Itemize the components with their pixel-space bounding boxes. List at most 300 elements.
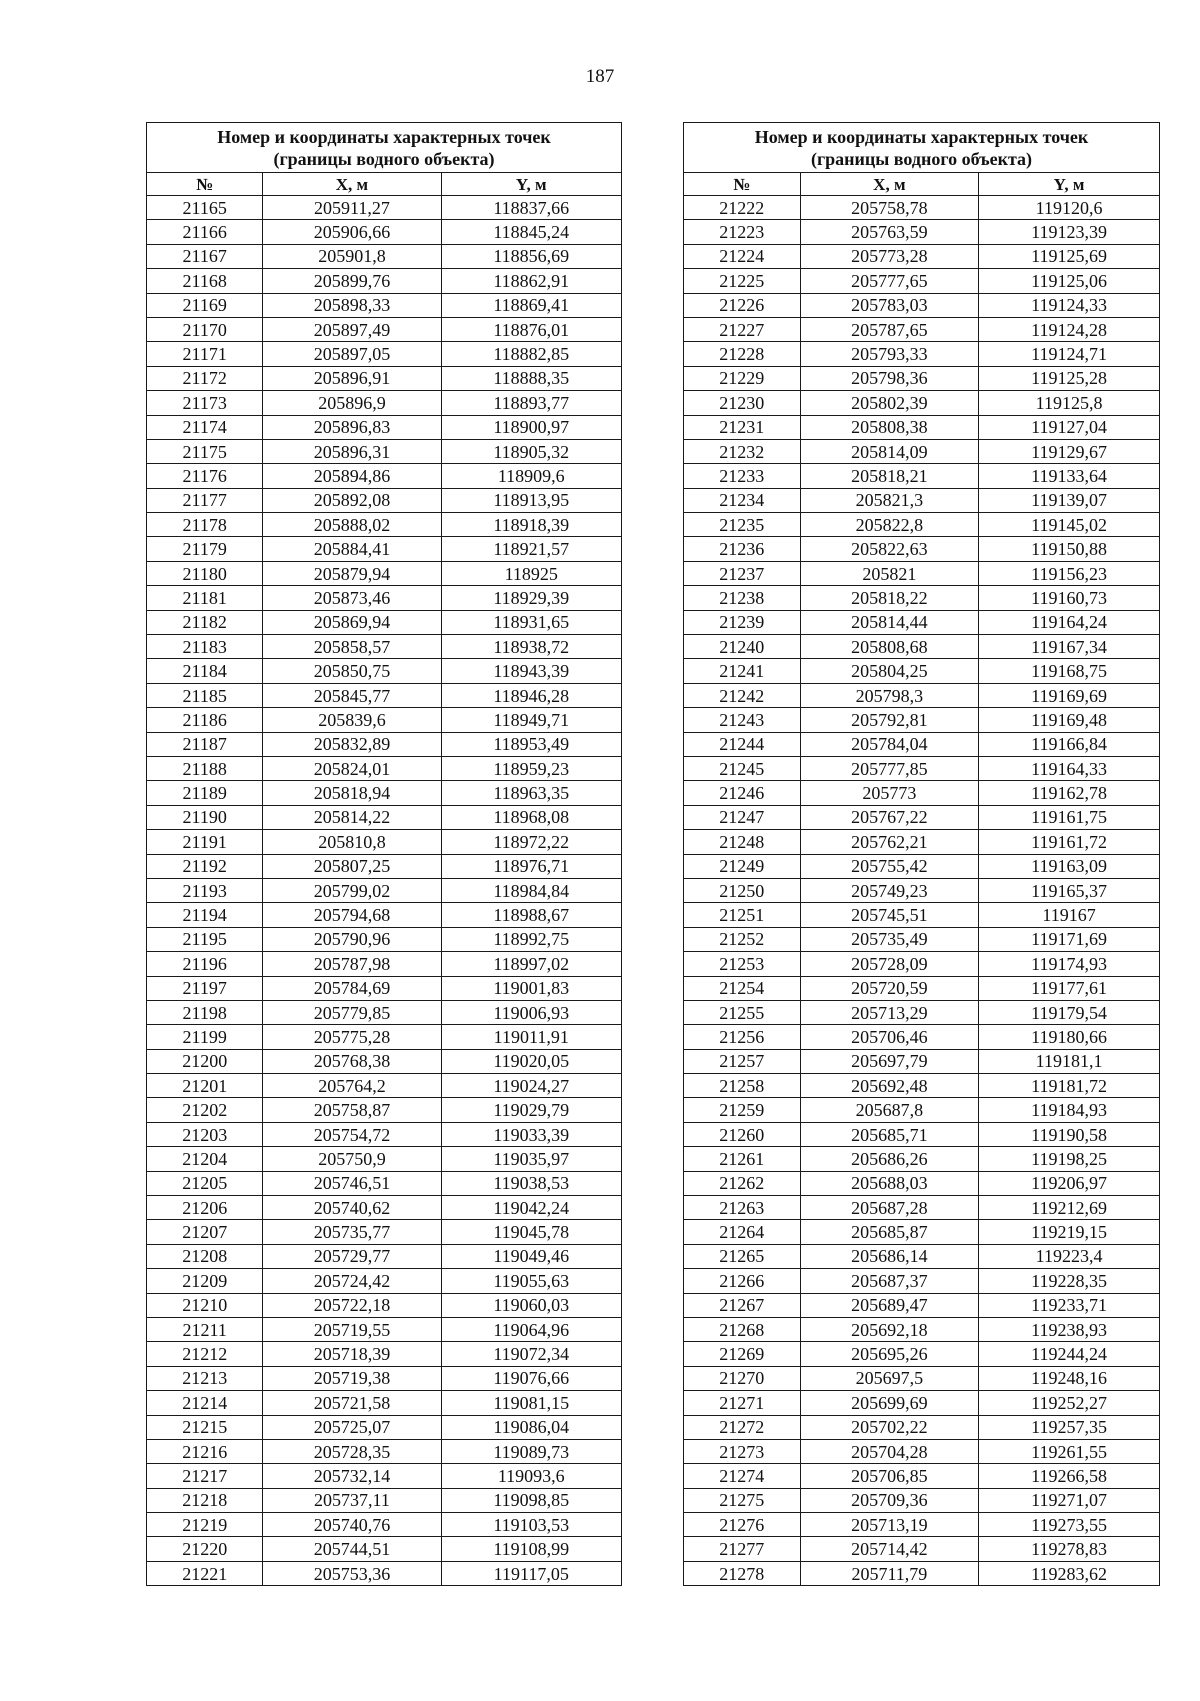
point-number-cell: 21210 xyxy=(147,1293,263,1317)
y-coordinate-cell: 119133,64 xyxy=(979,464,1160,488)
y-coordinate-cell: 119001,83 xyxy=(441,976,622,1000)
table-row xyxy=(147,196,622,220)
point-number-cell: 21184 xyxy=(147,659,263,683)
table-row xyxy=(147,708,622,732)
y-coordinate-cell: 119125,8 xyxy=(979,391,1160,415)
table-row xyxy=(684,586,1160,610)
x-coordinate-cell: 205719,38 xyxy=(263,1366,441,1390)
table-row xyxy=(147,1098,622,1122)
table-row xyxy=(684,561,1160,585)
point-number-cell: 21224 xyxy=(684,244,801,268)
point-number-cell: 21211 xyxy=(147,1317,263,1341)
point-number-cell: 21178 xyxy=(147,513,263,537)
y-coordinate-cell: 119164,24 xyxy=(979,610,1160,634)
y-coordinate-cell: 119248,16 xyxy=(979,1366,1160,1390)
y-coordinate-cell: 119233,71 xyxy=(979,1293,1160,1317)
x-coordinate-cell: 205744,51 xyxy=(263,1537,441,1561)
point-number-cell: 21270 xyxy=(684,1366,801,1390)
point-number-cell: 21235 xyxy=(684,513,801,537)
x-coordinate-cell: 205754,72 xyxy=(263,1122,441,1146)
x-coordinate-cell: 205832,89 xyxy=(263,732,441,756)
x-coordinate-cell: 205898,33 xyxy=(263,293,441,317)
coordinates-table-right xyxy=(683,122,1160,1586)
x-coordinate-cell: 205740,76 xyxy=(263,1513,441,1537)
y-coordinate-cell: 119171,69 xyxy=(979,927,1160,951)
table-row xyxy=(684,708,1160,732)
table-row xyxy=(147,537,622,561)
table-title-line2: (границы водного объекта) xyxy=(273,148,495,169)
x-coordinate-cell: 205897,05 xyxy=(263,342,441,366)
point-number-cell: 21169 xyxy=(147,293,263,317)
point-number-cell: 21246 xyxy=(684,781,801,805)
x-coordinate-cell: 205732,14 xyxy=(263,1464,441,1488)
point-number-cell: 21219 xyxy=(147,1513,263,1537)
x-coordinate-cell: 205821,3 xyxy=(800,488,979,512)
point-number-cell: 21171 xyxy=(147,342,263,366)
table-row xyxy=(684,1147,1160,1171)
y-coordinate-cell: 119179,54 xyxy=(979,1000,1160,1024)
y-coordinate-cell: 119161,75 xyxy=(979,805,1160,829)
point-number-cell: 21260 xyxy=(684,1122,801,1146)
x-coordinate-cell: 205894,86 xyxy=(263,464,441,488)
y-coordinate-cell: 119117,05 xyxy=(441,1561,622,1585)
x-coordinate-cell: 205695,26 xyxy=(800,1342,979,1366)
point-number-cell: 21199 xyxy=(147,1025,263,1049)
point-number-cell: 21170 xyxy=(147,317,263,341)
x-coordinate-cell: 205821 xyxy=(800,561,979,585)
table-row xyxy=(684,391,1160,415)
point-number-cell: 21213 xyxy=(147,1366,263,1390)
point-number-cell: 21204 xyxy=(147,1147,263,1171)
y-coordinate-cell: 119238,93 xyxy=(979,1317,1160,1341)
table-row xyxy=(147,317,622,341)
table-row xyxy=(147,659,622,683)
x-coordinate-cell: 205899,76 xyxy=(263,269,441,293)
y-coordinate-cell: 119139,07 xyxy=(979,488,1160,512)
y-coordinate-cell: 118953,49 xyxy=(441,732,622,756)
point-number-cell: 21251 xyxy=(684,903,801,927)
x-coordinate-cell: 205784,69 xyxy=(263,976,441,1000)
y-coordinate-cell: 119161,72 xyxy=(979,830,1160,854)
y-coordinate-cell: 118946,28 xyxy=(441,683,622,707)
x-coordinate-cell: 205687,37 xyxy=(800,1269,979,1293)
table-row xyxy=(684,269,1160,293)
point-number-cell: 21264 xyxy=(684,1220,801,1244)
point-number-cell: 21227 xyxy=(684,317,801,341)
y-coordinate-cell: 118959,23 xyxy=(441,756,622,780)
y-coordinate-cell: 118972,22 xyxy=(441,830,622,854)
table-row xyxy=(147,878,622,902)
y-coordinate-cell: 119167 xyxy=(979,903,1160,927)
point-number-cell: 21244 xyxy=(684,732,801,756)
x-coordinate-cell: 205777,85 xyxy=(800,756,979,780)
x-coordinate-cell: 205724,42 xyxy=(263,1269,441,1293)
table-row xyxy=(147,830,622,854)
y-coordinate-cell: 119167,34 xyxy=(979,635,1160,659)
table-row xyxy=(684,659,1160,683)
point-number-cell: 21247 xyxy=(684,805,801,829)
x-coordinate-cell: 205745,51 xyxy=(800,903,979,927)
point-number-cell: 21196 xyxy=(147,952,263,976)
x-coordinate-cell: 205892,08 xyxy=(263,488,441,512)
x-coordinate-cell: 205896,83 xyxy=(263,415,441,439)
table-row xyxy=(147,1171,622,1195)
y-coordinate-cell: 119190,58 xyxy=(979,1122,1160,1146)
point-number-cell: 21187 xyxy=(147,732,263,756)
table-row xyxy=(147,561,622,585)
point-number-cell: 21174 xyxy=(147,415,263,439)
y-coordinate-cell: 119169,48 xyxy=(979,708,1160,732)
x-coordinate-cell: 205814,22 xyxy=(263,805,441,829)
y-coordinate-cell: 119166,84 xyxy=(979,732,1160,756)
point-number-cell: 21276 xyxy=(684,1513,801,1537)
point-number-cell: 21255 xyxy=(684,1000,801,1024)
y-coordinate-cell: 119180,66 xyxy=(979,1025,1160,1049)
y-coordinate-cell: 118997,02 xyxy=(441,952,622,976)
y-coordinate-cell: 118882,85 xyxy=(441,342,622,366)
table-row xyxy=(684,1025,1160,1049)
point-number-cell: 21212 xyxy=(147,1342,263,1366)
x-coordinate-cell: 205787,65 xyxy=(800,317,979,341)
table-row xyxy=(147,1025,622,1049)
table-row xyxy=(684,1269,1160,1293)
x-coordinate-cell: 205749,23 xyxy=(800,878,979,902)
table-row xyxy=(147,903,622,927)
y-coordinate-cell: 119271,07 xyxy=(979,1488,1160,1512)
x-coordinate-cell: 205686,26 xyxy=(800,1147,979,1171)
table-row xyxy=(147,683,622,707)
point-number-cell: 21229 xyxy=(684,366,801,390)
table-row xyxy=(147,220,622,244)
point-number-cell: 21278 xyxy=(684,1561,801,1585)
point-number-cell: 21225 xyxy=(684,269,801,293)
table-row xyxy=(684,1074,1160,1098)
point-number-cell: 21189 xyxy=(147,781,263,805)
x-coordinate-cell: 205792,81 xyxy=(800,708,979,732)
y-coordinate-cell: 118900,97 xyxy=(441,415,622,439)
table-row xyxy=(684,244,1160,268)
table-row xyxy=(684,1122,1160,1146)
y-coordinate-cell: 119125,28 xyxy=(979,366,1160,390)
table-row xyxy=(684,1049,1160,1073)
y-coordinate-cell: 119038,53 xyxy=(441,1171,622,1195)
column-header-x: X, м xyxy=(800,173,979,196)
table-row xyxy=(147,586,622,610)
y-coordinate-cell: 118963,35 xyxy=(441,781,622,805)
table-row xyxy=(684,756,1160,780)
point-number-cell: 21257 xyxy=(684,1049,801,1073)
y-coordinate-cell: 118949,71 xyxy=(441,708,622,732)
y-coordinate-cell: 119181,72 xyxy=(979,1074,1160,1098)
table-row xyxy=(147,756,622,780)
point-number-cell: 21177 xyxy=(147,488,263,512)
table-row xyxy=(684,927,1160,951)
point-number-cell: 21262 xyxy=(684,1171,801,1195)
y-coordinate-cell: 119163,09 xyxy=(979,854,1160,878)
x-coordinate-cell: 205808,38 xyxy=(800,415,979,439)
table-title-line2: (границы водного объекта) xyxy=(810,148,1033,169)
x-coordinate-cell: 205798,36 xyxy=(800,366,979,390)
point-number-cell: 21203 xyxy=(147,1122,263,1146)
point-number-cell: 21216 xyxy=(147,1439,263,1463)
point-number-cell: 21253 xyxy=(684,952,801,976)
table-row xyxy=(147,1415,622,1439)
y-coordinate-cell: 119024,27 xyxy=(441,1074,622,1098)
table-row xyxy=(684,537,1160,561)
table-row xyxy=(684,366,1160,390)
y-coordinate-cell: 119127,04 xyxy=(979,415,1160,439)
x-coordinate-cell: 205858,57 xyxy=(263,635,441,659)
x-coordinate-cell: 205773,28 xyxy=(800,244,979,268)
point-number-cell: 21182 xyxy=(147,610,263,634)
y-coordinate-cell: 118918,39 xyxy=(441,513,622,537)
x-coordinate-cell: 205814,44 xyxy=(800,610,979,634)
point-number-cell: 21223 xyxy=(684,220,801,244)
x-coordinate-cell: 205709,36 xyxy=(800,1488,979,1512)
table-row xyxy=(684,293,1160,317)
x-coordinate-cell: 205888,02 xyxy=(263,513,441,537)
x-coordinate-cell: 205697,79 xyxy=(800,1049,979,1073)
point-number-cell: 21232 xyxy=(684,439,801,463)
table-row xyxy=(684,878,1160,902)
table-row xyxy=(147,1074,622,1098)
table-row xyxy=(147,854,622,878)
point-number-cell: 21263 xyxy=(684,1196,801,1220)
table-body xyxy=(684,196,1160,1586)
y-coordinate-cell: 118988,67 xyxy=(441,903,622,927)
y-coordinate-cell: 119184,93 xyxy=(979,1098,1160,1122)
point-number-cell: 21209 xyxy=(147,1269,263,1293)
x-coordinate-cell: 205729,77 xyxy=(263,1244,441,1268)
y-coordinate-cell: 119244,24 xyxy=(979,1342,1160,1366)
x-coordinate-cell: 205768,38 xyxy=(263,1049,441,1073)
table-row xyxy=(684,1196,1160,1220)
point-number-cell: 21183 xyxy=(147,635,263,659)
table-row xyxy=(147,1269,622,1293)
y-coordinate-cell: 118938,72 xyxy=(441,635,622,659)
table-row xyxy=(684,1464,1160,1488)
y-coordinate-cell: 119129,67 xyxy=(979,439,1160,463)
table-row xyxy=(147,1513,622,1537)
point-number-cell: 21259 xyxy=(684,1098,801,1122)
x-coordinate-cell: 205706,46 xyxy=(800,1025,979,1049)
point-number-cell: 21243 xyxy=(684,708,801,732)
x-coordinate-cell: 205804,25 xyxy=(800,659,979,683)
x-coordinate-cell: 205704,28 xyxy=(800,1439,979,1463)
x-coordinate-cell: 205687,28 xyxy=(800,1196,979,1220)
y-coordinate-cell: 119086,04 xyxy=(441,1415,622,1439)
x-coordinate-cell: 205822,8 xyxy=(800,513,979,537)
x-coordinate-cell: 205687,8 xyxy=(800,1098,979,1122)
x-coordinate-cell: 205818,21 xyxy=(800,464,979,488)
x-coordinate-cell: 205758,87 xyxy=(263,1098,441,1122)
point-number-cell: 21265 xyxy=(684,1244,801,1268)
table-row xyxy=(684,1537,1160,1561)
table-row xyxy=(147,293,622,317)
y-coordinate-cell: 119081,15 xyxy=(441,1391,622,1415)
x-coordinate-cell: 205906,66 xyxy=(263,220,441,244)
y-coordinate-cell: 119228,35 xyxy=(979,1269,1160,1293)
x-coordinate-cell: 205845,77 xyxy=(263,683,441,707)
x-coordinate-cell: 205711,79 xyxy=(800,1561,979,1585)
table-row xyxy=(684,610,1160,634)
point-number-cell: 21237 xyxy=(684,561,801,585)
table-row xyxy=(684,1415,1160,1439)
table-row xyxy=(147,342,622,366)
table-row xyxy=(147,1488,622,1512)
x-coordinate-cell: 205839,6 xyxy=(263,708,441,732)
y-coordinate-cell: 119035,97 xyxy=(441,1147,622,1171)
x-coordinate-cell: 205798,3 xyxy=(800,683,979,707)
point-number-cell: 21166 xyxy=(147,220,263,244)
table-row xyxy=(684,342,1160,366)
x-coordinate-cell: 205818,22 xyxy=(800,586,979,610)
point-number-cell: 21221 xyxy=(147,1561,263,1585)
point-number-cell: 21172 xyxy=(147,366,263,390)
point-number-cell: 21272 xyxy=(684,1415,801,1439)
point-number-cell: 21274 xyxy=(684,1464,801,1488)
x-coordinate-cell: 205879,94 xyxy=(263,561,441,585)
x-coordinate-cell: 205714,42 xyxy=(800,1537,979,1561)
table-row xyxy=(684,1220,1160,1244)
table-row xyxy=(684,1561,1160,1585)
x-coordinate-cell: 205873,46 xyxy=(263,586,441,610)
table-row xyxy=(684,1488,1160,1512)
y-coordinate-cell: 119042,24 xyxy=(441,1196,622,1220)
column-header-y: Y, м xyxy=(441,173,622,196)
y-coordinate-cell: 118943,39 xyxy=(441,659,622,683)
x-coordinate-cell: 205721,58 xyxy=(263,1391,441,1415)
x-coordinate-cell: 205810,8 xyxy=(263,830,441,854)
y-coordinate-cell: 119020,05 xyxy=(441,1049,622,1073)
table-row xyxy=(147,1049,622,1073)
x-coordinate-cell: 205824,01 xyxy=(263,756,441,780)
x-coordinate-cell: 205688,03 xyxy=(800,1171,979,1195)
y-coordinate-cell: 119103,53 xyxy=(441,1513,622,1537)
y-coordinate-cell: 119098,85 xyxy=(441,1488,622,1512)
x-coordinate-cell: 205807,25 xyxy=(263,854,441,878)
point-number-cell: 21214 xyxy=(147,1391,263,1415)
table-row xyxy=(147,976,622,1000)
x-coordinate-cell: 205755,42 xyxy=(800,854,979,878)
y-coordinate-cell: 119164,33 xyxy=(979,756,1160,780)
table-row xyxy=(147,805,622,829)
table-row xyxy=(147,439,622,463)
y-coordinate-cell: 119124,28 xyxy=(979,317,1160,341)
point-number-cell: 21238 xyxy=(684,586,801,610)
x-coordinate-cell: 205884,41 xyxy=(263,537,441,561)
x-coordinate-cell: 205808,68 xyxy=(800,635,979,659)
y-coordinate-cell: 118968,08 xyxy=(441,805,622,829)
y-coordinate-cell: 119223,4 xyxy=(979,1244,1160,1268)
x-coordinate-cell: 205728,09 xyxy=(800,952,979,976)
y-coordinate-cell: 119064,96 xyxy=(441,1317,622,1341)
y-coordinate-cell: 119125,06 xyxy=(979,269,1160,293)
table-row xyxy=(684,805,1160,829)
point-number-cell: 21236 xyxy=(684,537,801,561)
x-coordinate-cell: 205758,78 xyxy=(800,196,979,220)
table-row xyxy=(684,952,1160,976)
table-title-line1: Номер и координаты характерных точек xyxy=(217,126,551,147)
table-row xyxy=(147,415,622,439)
point-number-cell: 21217 xyxy=(147,1464,263,1488)
y-coordinate-cell: 118905,32 xyxy=(441,439,622,463)
table-row xyxy=(684,1244,1160,1268)
y-coordinate-cell: 119060,03 xyxy=(441,1293,622,1317)
x-coordinate-cell: 205896,31 xyxy=(263,439,441,463)
point-number-cell: 21218 xyxy=(147,1488,263,1512)
point-number-cell: 21179 xyxy=(147,537,263,561)
point-number-cell: 21249 xyxy=(684,854,801,878)
point-number-cell: 21193 xyxy=(147,878,263,902)
point-number-cell: 21173 xyxy=(147,391,263,415)
point-number-cell: 21175 xyxy=(147,439,263,463)
x-coordinate-cell: 205850,75 xyxy=(263,659,441,683)
y-coordinate-cell: 119145,02 xyxy=(979,513,1160,537)
x-coordinate-cell: 205783,03 xyxy=(800,293,979,317)
point-number-cell: 21245 xyxy=(684,756,801,780)
point-number-cell: 21195 xyxy=(147,927,263,951)
table-row xyxy=(147,1196,622,1220)
page-number: 187 xyxy=(585,66,615,87)
x-coordinate-cell: 205737,11 xyxy=(263,1488,441,1512)
column-header-x: X, м xyxy=(263,173,441,196)
point-number-cell: 21202 xyxy=(147,1098,263,1122)
point-number-cell: 21188 xyxy=(147,756,263,780)
y-coordinate-cell: 118856,69 xyxy=(441,244,622,268)
point-number-cell: 21208 xyxy=(147,1244,263,1268)
x-coordinate-cell: 205699,69 xyxy=(800,1391,979,1415)
x-coordinate-cell: 205722,18 xyxy=(263,1293,441,1317)
table-row xyxy=(147,391,622,415)
y-coordinate-cell: 119055,63 xyxy=(441,1269,622,1293)
y-coordinate-cell: 118909,6 xyxy=(441,464,622,488)
x-coordinate-cell: 205869,94 xyxy=(263,610,441,634)
point-number-cell: 21198 xyxy=(147,1000,263,1024)
table-row xyxy=(684,635,1160,659)
point-number-cell: 21206 xyxy=(147,1196,263,1220)
table-row xyxy=(684,196,1160,220)
table-row xyxy=(147,1147,622,1171)
x-coordinate-cell: 205911,27 xyxy=(263,196,441,220)
point-number-cell: 21192 xyxy=(147,854,263,878)
table-row xyxy=(684,1391,1160,1415)
y-coordinate-cell: 119212,69 xyxy=(979,1196,1160,1220)
x-coordinate-cell: 205719,55 xyxy=(263,1317,441,1341)
y-coordinate-cell: 119123,39 xyxy=(979,220,1160,244)
table-body xyxy=(147,196,622,1586)
table-row xyxy=(147,781,622,805)
y-coordinate-cell: 118976,71 xyxy=(441,854,622,878)
x-coordinate-cell: 205702,22 xyxy=(800,1415,979,1439)
table-row xyxy=(147,1366,622,1390)
column-header-number: № xyxy=(684,173,801,196)
y-coordinate-cell: 119273,55 xyxy=(979,1513,1160,1537)
column-header-number: № xyxy=(147,173,263,196)
x-coordinate-cell: 205697,5 xyxy=(800,1366,979,1390)
x-coordinate-cell: 205750,9 xyxy=(263,1147,441,1171)
y-coordinate-cell: 118893,77 xyxy=(441,391,622,415)
x-coordinate-cell: 205793,33 xyxy=(800,342,979,366)
x-coordinate-cell: 205735,77 xyxy=(263,1220,441,1244)
x-coordinate-cell: 205686,14 xyxy=(800,1244,979,1268)
y-coordinate-cell: 118921,57 xyxy=(441,537,622,561)
point-number-cell: 21215 xyxy=(147,1415,263,1439)
point-number-cell: 21200 xyxy=(147,1049,263,1073)
table-row xyxy=(147,488,622,512)
y-coordinate-cell: 119049,46 xyxy=(441,1244,622,1268)
point-number-cell: 21186 xyxy=(147,708,263,732)
